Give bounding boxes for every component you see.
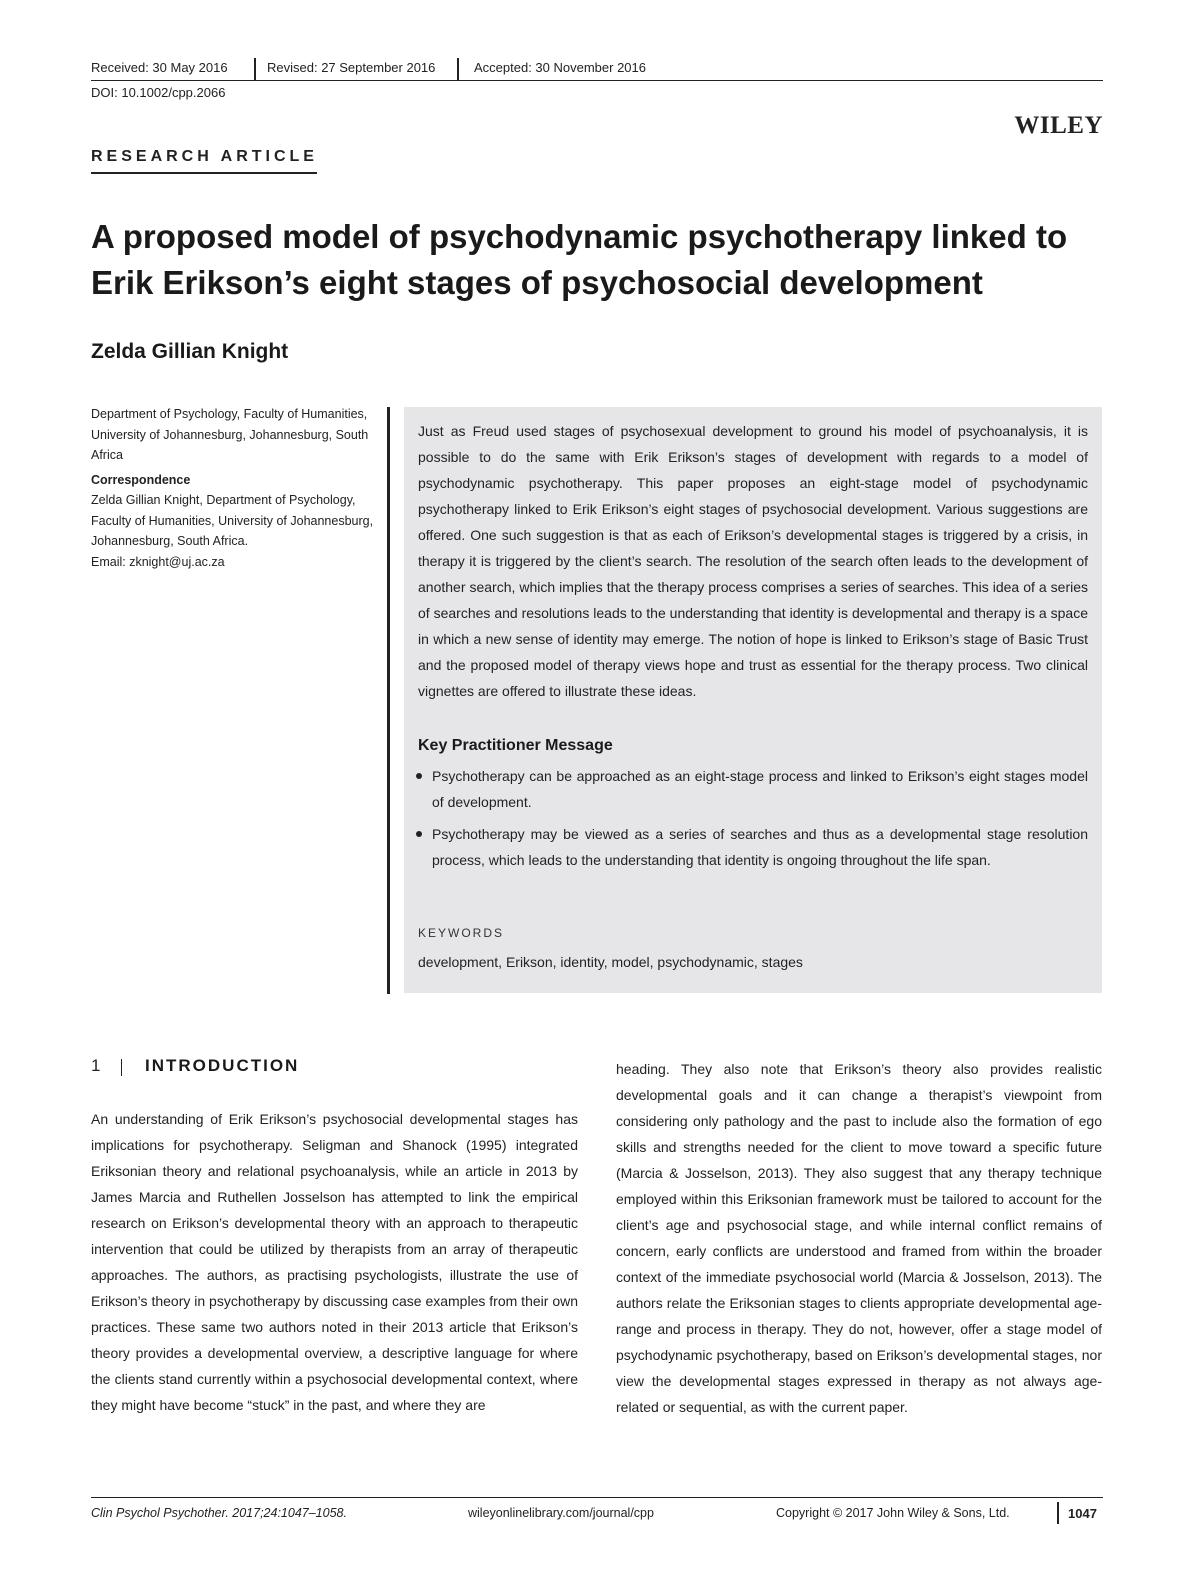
section-title: INTRODUCTION bbox=[145, 1056, 300, 1075]
journal-url[interactable]: wileyonlinelibrary.com/journal/cpp bbox=[468, 1506, 654, 1520]
list-item-text: Psychotherapy can be approached as an eight‐stage process and linked to Erikson’s eight stages model of development. bbox=[432, 768, 1088, 810]
bullet-icon bbox=[416, 831, 422, 837]
page-number: 1047 bbox=[1068, 1506, 1097, 1521]
article-type: RESEARCH ARTICLE bbox=[91, 148, 318, 165]
doi[interactable]: DOI: 10.1002/cpp.2066 bbox=[91, 85, 226, 100]
list-item-text: Psychotherapy may be viewed as a series of searches and thus as a developmental stage resolution process, which leads to the understanding that identity is ongoing throughout the life span. bbox=[432, 826, 1088, 868]
footer-divider bbox=[1057, 1502, 1059, 1524]
article-history bbox=[91, 58, 1103, 78]
affiliation-block bbox=[91, 404, 376, 572]
copyright: Copyright © 2017 John Wiley & Sons, Ltd. bbox=[776, 1506, 1010, 1520]
divider bbox=[254, 58, 256, 80]
section-number: 1 bbox=[91, 1056, 101, 1075]
revised-date: Revised: 27 September 2016 bbox=[267, 60, 436, 75]
accepted-date: Accepted: 30 November 2016 bbox=[474, 60, 646, 75]
received-date: Received: 30 May 2016 bbox=[91, 60, 228, 75]
footer-rule bbox=[91, 1497, 1103, 1498]
divider bbox=[457, 58, 459, 80]
body-column-right: heading. They also note that Erikson’s theory also provides realistic developmental goals and it can change a therapist’s viewpoint from considering only pathology and the past to include also the formation of ego skills and strengths needed for the client to move toward a specific future (Marcia & Josselson, 2013). They also suggest that any therapy technique employed within this Eriksonian framework must be tailored to account for the client’s age and psychosocial stage, and while internal conflict remains of concern, early conflicts are understood and framed from within the broader context of the immediate psychosocial world (Marcia & Josselson, 2013). The authors relate the Eriksonian stages to clients appropriate developmental age‐range and process in therapy. They do not, however, offer a stage model of psychodynamic psychotherapy, based on Erikson’s developmental stages, nor view the developmental stages expressed in therapy as not always age‐related or sequential, as with the current paper. bbox=[616, 1061, 1102, 1415]
journal-citation: Clin Psychol Psychother. 2017;24:1047–1058. bbox=[91, 1506, 347, 1520]
list-item bbox=[414, 763, 1088, 815]
article-title: A proposed model of psychodynamic psychotherapy linked to Erik Erikson’s eight stages of psychosocial development bbox=[91, 218, 1068, 301]
header-rule bbox=[91, 80, 1103, 81]
bullet-icon bbox=[416, 773, 422, 779]
key-practitioner-heading: Key Practitioner Message bbox=[418, 737, 613, 754]
abstract-text: Just as Freud used stages of psychosexual development to ground his model of psychoanalysis, it is possible to do the same with Erik Erikson’s stages of development with regards to a model of psychodynamic psychotherapy. This paper proposes an eight‐stage model of psychodynamic psychotherapy linked to Erik Erikson’s eight stages of psychosocial development. Various suggestions are offered. One such suggestion is that as each of Erikson’s developmental stages is triggered by a crisis, in therapy it is triggered by the client’s search. The resolution of the search often leads to the development of another search, which implies that the therapy process comprises a series of searches. This idea of a series of searches and resolutions leads to the understanding that identity is developmental and therapy is a space in which a new sense of identity may emerge. The notion of hope is linked to Erikson’s stage of Basic Trust and the proposed model of therapy views hope and trust as essential for the therapy process. Two clinical vignettes are offered to illustrate these ideas. bbox=[418, 423, 1088, 699]
list-item bbox=[414, 821, 1088, 873]
body-column-left: An understanding of Erik Erikson’s psychosocial developmental stages has implications for psychotherapy. Seligman and Shanock (1995) integrated Eriksonian theory and relational psychoanalysis, while an article in 2013 by James Marcia and Ruthellen Josselson has attempted to link the empirical research on Erikson’s developmental theory with an approach to therapeutic intervention that could be utilized by therapists from an array of therapeutic approaches. The authors, as practising psychologists, illustrate the use of Erikson’s theory in psychotherapy by discussing case examples from their own practices. These same two authors noted in their 2013 article that Erikson’s theory provides a developmental overview, a descriptive language for where the clients stand currently within a psychosocial developmental context, where they might have become “stuck” in the past, and where they are bbox=[91, 1111, 578, 1413]
key-practitioner-list bbox=[414, 763, 1088, 879]
correspondence-email[interactable]: Email: zknight@uj.ac.za bbox=[91, 554, 225, 569]
article-type-underline bbox=[91, 172, 317, 174]
keywords-heading: KEYWORDS bbox=[418, 926, 505, 940]
correspondence-heading: Correspondence bbox=[91, 472, 191, 487]
abstract-divider bbox=[387, 407, 390, 994]
keywords-text: development, Erikson, identity, model, psychodynamic, stages bbox=[418, 954, 803, 970]
publisher-logo: WILEY bbox=[1014, 112, 1103, 139]
author-name: Zelda Gillian Knight bbox=[91, 340, 289, 363]
department: Department of Psychology, Faculty of Humanities, University of Johannesburg, Johannesburg, South Africa bbox=[91, 407, 369, 462]
correspondence-address: Zelda Gillian Knight, Department of Psychology, Faculty of Humanities, University of Johannesburg, Johannesburg, South Africa. bbox=[91, 493, 374, 548]
section-divider bbox=[121, 1059, 122, 1076]
